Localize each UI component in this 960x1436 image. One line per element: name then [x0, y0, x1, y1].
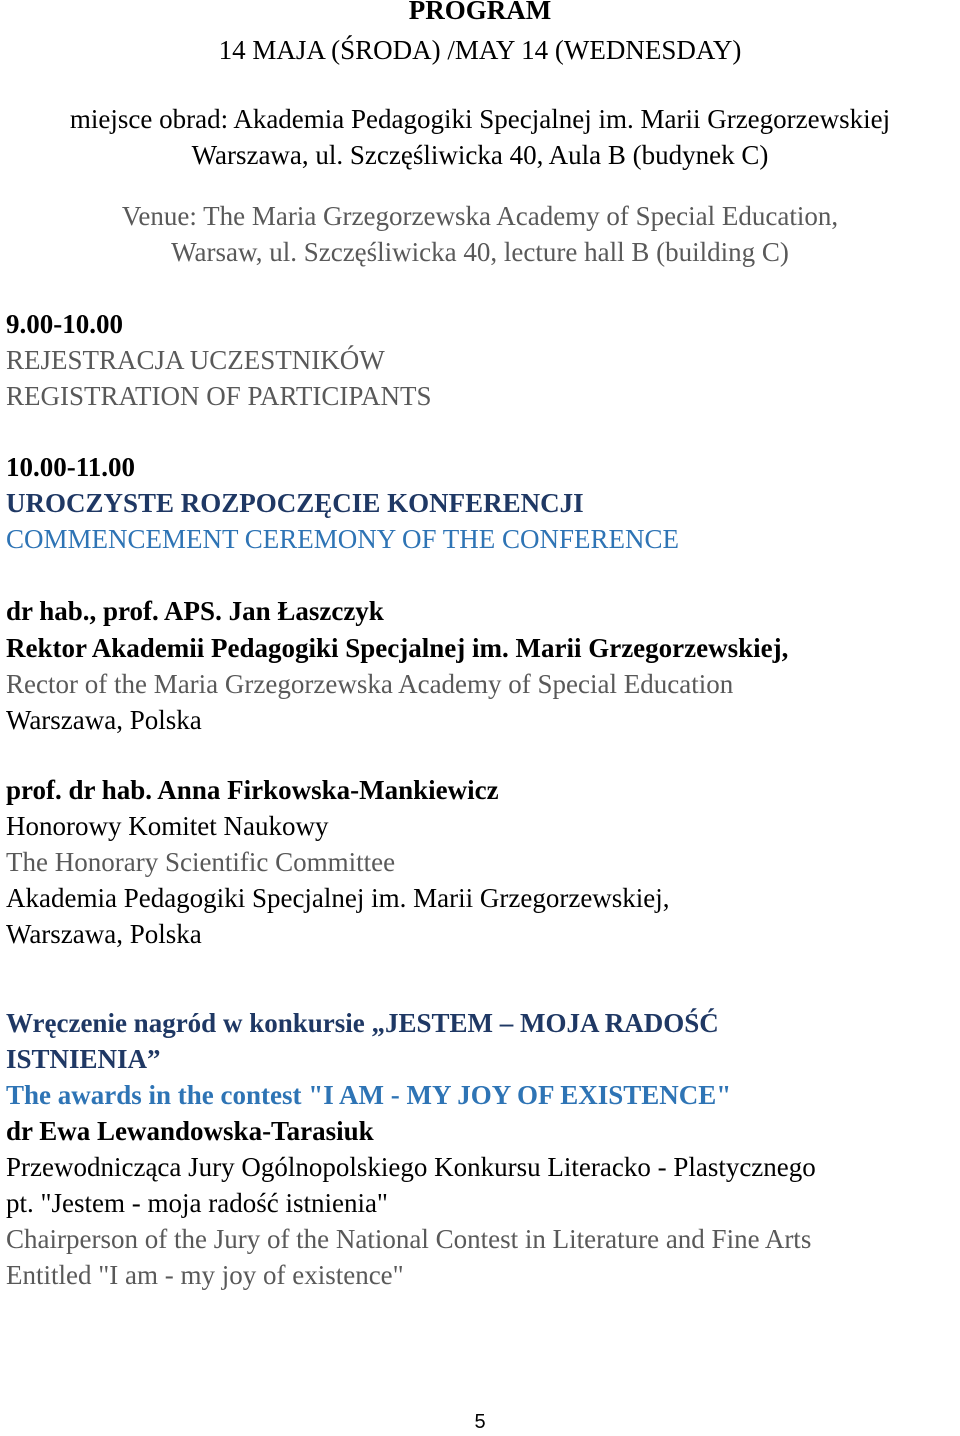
awards-presenter: dr Ewa Lewandowska-Tarasiuk [6, 1116, 374, 1146]
venue-pl-line-1: miejsce obrad: Akademia Pedagogiki Specjalnej im. Marii Grzegorzewskiej [69, 104, 891, 134]
speaker-name: dr hab., prof. APS. Jan Łaszczyk [6, 596, 384, 626]
speaker-role-en: Rector of the Maria Grzegorzewska Academy of Special Education [6, 669, 734, 699]
speaker-role-pl: Honorowy Komitet Naukowy [6, 811, 329, 841]
speaker-role-pl: Rektor Akademii Pedagogiki Specjalnej im. Marii Grzegorzewskiej, [6, 633, 789, 663]
program-title: PROGRAM [408, 0, 552, 25]
page-number: 5 [474, 1411, 486, 1433]
speaker-role-en: The Honorary Scientific Committee [6, 847, 396, 877]
session-title-en: COMMENCEMENT CEREMONY OF THE CONFERENCE [6, 524, 680, 554]
session-title-pl: REJESTRACJA UCZESTNIKÓW [6, 345, 385, 375]
venue-en-line-1: Venue: The Maria Grzegorzewska Academy of Special Education, [121, 201, 839, 231]
awards-title-pl-line-1: Wręczenie nagród w konkursie „JESTEM – MOJA RADOŚĆ [6, 1008, 719, 1038]
awards-role-en-line-1: Chairperson of the Jury of the National Contest in Literature and Fine Arts [6, 1224, 812, 1254]
venue-en-line-2: Warsaw, ul. Szczęśliwicka 40, lecture hall B (building C) [171, 237, 789, 267]
speaker-place: Warszawa, Polska [6, 919, 202, 949]
venue-pl-line-2: Warszawa, ul. Szczęśliwicka 40, Aula B (budynek C) [191, 140, 769, 170]
awards-title-en: The awards in the contest "I AM - MY JOY OF EXISTENCE" [6, 1080, 732, 1110]
speaker-place: Warszawa, Polska [6, 705, 202, 735]
awards-title-pl-line-2: ISTNIENIA” [6, 1044, 161, 1074]
speaker-affiliation: Akademia Pedagogiki Specjalnej im. Marii Grzegorzewskiej, [6, 883, 670, 913]
program-date: 14 MAJA (ŚRODA) /MAY 14 (WEDNESDAY) [218, 35, 742, 65]
speaker-name: prof. dr hab. Anna Firkowska-Mankiewicz [6, 775, 499, 805]
session-time: 10.00-11.00 [6, 452, 136, 482]
awards-role-en-line-2: Entitled "I am - my joy of existence" [6, 1260, 404, 1290]
session-time: 9.00-10.00 [6, 309, 123, 339]
awards-role-pl-line-2: pt. "Jestem - moja radość istnienia" [6, 1188, 388, 1218]
awards-role-pl-line-1: Przewodnicząca Jury Ogólnopolskiego Konkursu Literacko - Plastycznego [6, 1152, 816, 1182]
session-title-pl: UROCZYSTE ROZPOCZĘCIE KONFERENCJI [6, 488, 584, 518]
session-title-en: REGISTRATION OF PARTICIPANTS [6, 381, 432, 411]
